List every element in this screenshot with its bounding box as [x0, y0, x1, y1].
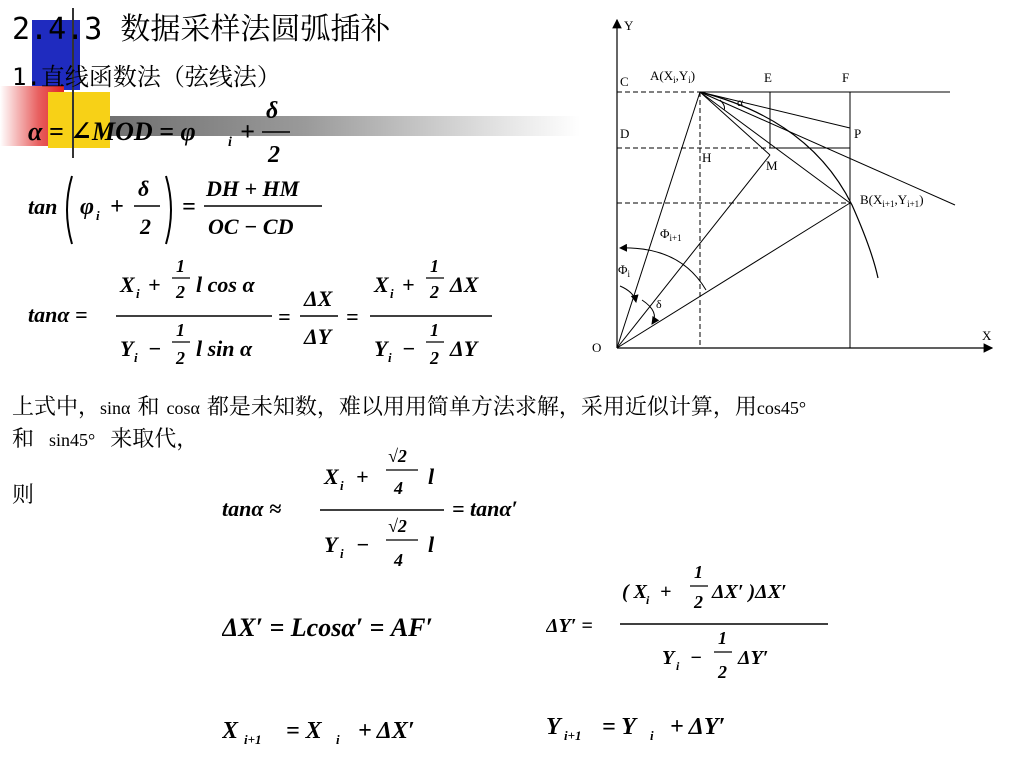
eq3-d2fn: 1: [430, 320, 439, 340]
text-line2-sin45: sin45°: [49, 430, 96, 450]
eq2-tan: tan: [28, 194, 58, 219]
eq2-den: 2: [140, 214, 151, 239]
label-x: X: [982, 328, 992, 343]
eq2-num: δ: [138, 176, 150, 201]
eq3-mid-num: ΔX: [304, 286, 333, 311]
eq6-num-c: ΔX′ )ΔX′: [712, 581, 787, 603]
eq4-nfn: √2: [388, 446, 407, 466]
eq7-a: X: [222, 718, 239, 744]
eq3-n1fd: 2: [176, 282, 185, 302]
eq1-lhs: α = ∠MOD = φ: [28, 117, 196, 146]
eq3-n1c: l cos α: [196, 272, 255, 297]
eq6-num-s: i: [646, 593, 650, 607]
eq3-n2a: X: [374, 272, 389, 297]
equation-3: [28, 252, 508, 382]
eq6-den-fn: 1: [718, 628, 727, 648]
eq4-dfn: √2: [388, 516, 407, 536]
eq3-n2fd: 2: [430, 282, 439, 302]
label-delta: δ: [656, 297, 662, 311]
eq7-b: = X: [286, 718, 322, 744]
equation-2: [28, 172, 328, 248]
eq6-num-fn: 1: [694, 562, 703, 582]
eq3-d1fn: 1: [176, 320, 185, 340]
eq6-den-c: ΔY′: [738, 647, 769, 669]
eq2-plus: +: [110, 194, 124, 220]
eq3-tan: tanα =: [28, 302, 88, 327]
eq3-eq-b: =: [346, 304, 359, 329]
eq7-as: i+1: [244, 732, 262, 747]
eq4-da: Y: [324, 532, 338, 557]
label-d: D: [620, 126, 630, 141]
eq3-n1fn: 1: [176, 256, 185, 276]
ray-ob: [617, 203, 850, 348]
slide-title: 2.4.3 数据采样法圆弧插补: [12, 12, 391, 47]
eq5-text: ΔX′ = Lcosα′ = AF′: [222, 613, 433, 642]
eq8-bs: i: [650, 728, 654, 743]
text-line1-b: 都是未知数，难以用用简单方法求解，采用近似计算，用: [206, 395, 757, 420]
label-o: O: [592, 340, 602, 355]
text-line1-sin: sinα: [100, 398, 131, 418]
eq4-na: X: [324, 464, 339, 489]
eq6-num-a: ( X: [622, 581, 647, 603]
eq2-rden: OC − CD: [208, 214, 294, 239]
label-m: M: [766, 158, 778, 173]
label-phi-i1: $\Phi_{i+1}$: [660, 226, 682, 243]
eq3-n1s: i: [136, 286, 140, 301]
label-e: E: [764, 70, 772, 85]
eq3-n1a: X: [120, 272, 135, 297]
eq1-num: δ: [266, 98, 279, 124]
eq6-lhs: ΔY′ =: [546, 615, 593, 637]
text-line1-cos: cosα: [166, 398, 200, 418]
label-phi-i: $\Phi_i$: [618, 262, 631, 279]
label-p: P: [854, 126, 862, 141]
line-am: [700, 92, 770, 155]
eq4-ns: i: [340, 478, 344, 493]
equation-5: [222, 604, 522, 648]
eq3-n2b: +: [402, 272, 415, 297]
eq3-n2fn: 1: [430, 256, 439, 276]
slide-subtitle: 1.直线函数法（弦线法）: [12, 63, 281, 91]
equation-7: [222, 708, 482, 752]
equation-1: [28, 94, 298, 170]
equation-8: [546, 704, 786, 748]
text-line1-a: 上式中，: [12, 395, 101, 420]
eq4-ds: i: [340, 546, 344, 561]
eq3-eq-a: =: [278, 304, 291, 329]
ray-om: [617, 155, 770, 348]
eq8-c: + ΔY′: [670, 714, 726, 740]
circular-arc: [700, 92, 878, 278]
eq3-d2a: Y: [374, 336, 388, 361]
label-h: H: [702, 150, 712, 165]
angle-arc-phi-i: [620, 286, 636, 302]
label-a: $A(X_i,Y_i)$: [650, 68, 696, 85]
eq4-db: −: [356, 532, 370, 557]
eq2-phi: φ: [80, 194, 95, 220]
eq6-num-b: +: [660, 581, 672, 603]
eq3-d1fd: 2: [176, 348, 185, 368]
explanation-line-1: [12, 394, 806, 422]
eq3-d1b: −: [148, 336, 162, 361]
eq4-rhs: = tanα′: [452, 496, 518, 521]
eq3-d2c: ΔY: [450, 336, 478, 361]
eq4-nfd: 4: [394, 478, 403, 498]
eq1-sub: i: [228, 135, 232, 150]
eq1-plus: +: [240, 117, 255, 146]
eq3-n2s: i: [390, 286, 394, 301]
label-alpha: α: [737, 95, 744, 109]
eq4-nb: +: [356, 464, 369, 489]
eq4-dc: l: [428, 532, 435, 557]
text-line1-and: 和: [137, 395, 160, 420]
eq2-sub: i: [96, 208, 100, 223]
eq7-bs: i: [336, 732, 340, 747]
eq3-d1a: Y: [120, 336, 134, 361]
equation-4: [222, 440, 562, 580]
eq3-d2b: −: [402, 336, 416, 361]
eq4-nc: l: [428, 464, 435, 489]
label-y: Y: [624, 18, 634, 33]
explanation-line-2: [12, 426, 198, 454]
eq4-dfd: 4: [394, 550, 403, 570]
eq2-rnum: DH + HM: [206, 176, 300, 201]
eq3-n2c: ΔX: [450, 272, 479, 297]
eq3-d1s: i: [134, 350, 138, 365]
arc-interpolation-diagram: [580, 10, 1010, 360]
angle-arc-phi-i1: [620, 248, 706, 290]
eq2-eq: =: [182, 194, 196, 220]
eq1-den: 2: [268, 142, 280, 168]
eq6-den-s: i: [676, 659, 680, 673]
eq6-den-fd: 2: [718, 662, 727, 682]
eq8-b: = Y: [602, 714, 636, 740]
equation-6: [546, 560, 846, 700]
label-f: F: [842, 70, 850, 85]
text-line1-cos45: cos45°: [756, 398, 807, 418]
eq8-as: i+1: [564, 728, 582, 743]
eq4-tan: tanα ≈: [222, 496, 282, 521]
eq3-d1c: l sin α: [196, 336, 253, 361]
label-c: C: [620, 74, 629, 89]
eq3-d2s: i: [388, 350, 392, 365]
eq6-den-b: −: [690, 647, 703, 669]
text-line2-b: 来取代，: [110, 427, 199, 452]
text-then: 则: [12, 483, 35, 508]
eq6-num-fd: 2: [694, 592, 703, 612]
eq3-d2fd: 2: [430, 348, 439, 368]
eq8-a: Y: [546, 714, 561, 740]
label-b: $B(X_{i+1},Y_{i+1})$: [860, 192, 924, 209]
eq6-den-a: Y: [662, 647, 675, 669]
text-line2-and: 和: [12, 427, 35, 452]
eq3-n1b: +: [148, 272, 161, 297]
eq7-c: + ΔX′: [358, 718, 415, 744]
eq3-mid-den: ΔY: [304, 324, 332, 349]
